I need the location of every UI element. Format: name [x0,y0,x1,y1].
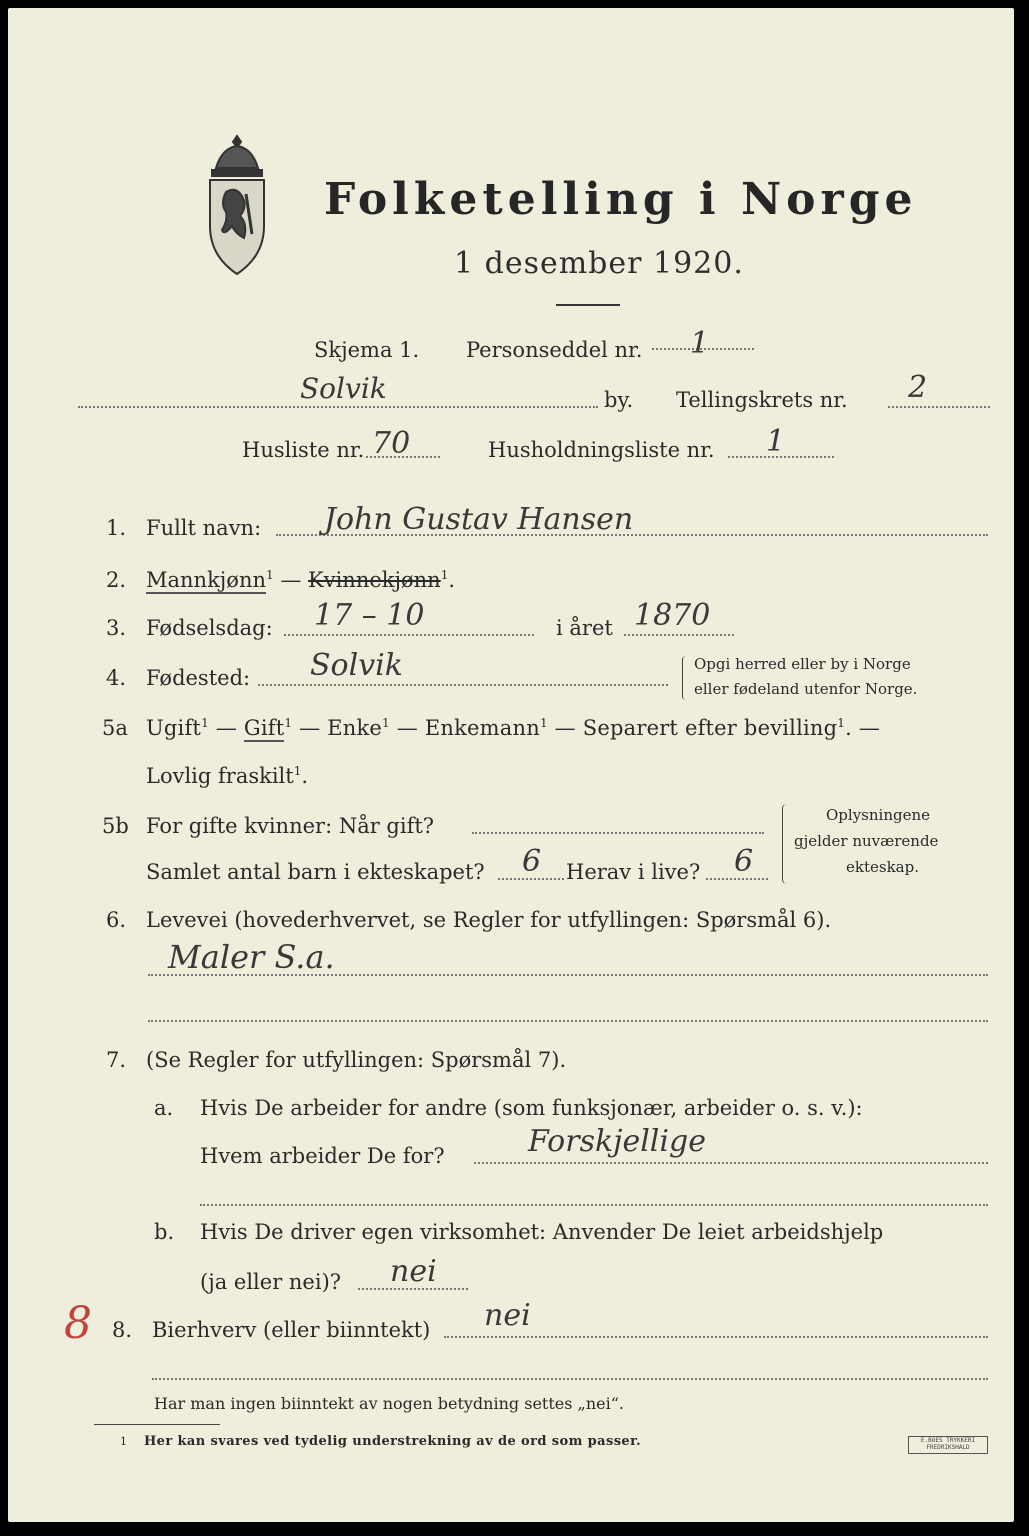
census-form [8,8,1014,1522]
children-alive-value[interactable]: 6 [734,844,754,879]
q1-number: 1. [106,516,127,540]
skjema-label: Skjema 1. [314,338,420,362]
q7b-letter: b. [154,1220,175,1244]
q5b-label3: Herav i live? [566,860,701,884]
q6-label: Levevei (hovederhvervet, se Regler for utfyllingen: Spørsmål 6). [146,908,832,932]
printer-stamp: E.BOES TRYKKERI FREDRIKSHALD [908,1436,988,1454]
q3-number: 3. [106,616,127,640]
married-date-line [472,832,764,834]
enke-option[interactable]: — Enke [299,716,383,740]
q3-label: Fødselsdag: [146,616,273,640]
q5b-note-line3: ekteskap. [846,858,919,876]
female-footnote: 1 [440,568,449,582]
q5b-label2: Samlet antal barn i ekteskapet? [146,860,485,884]
tellingskrets-value[interactable]: 2 [908,370,928,405]
husliste-label: Husliste nr. [242,438,365,462]
q5b-note-line1: Oplysningene [826,806,931,824]
male-footnote: 1 [266,568,274,582]
tellingskrets-line [888,406,990,408]
husholdningsliste-label: Husholdningsliste nr. [488,438,715,462]
marital-status-options: Ugift$^1$ — Gift$^1$ — Enke$^1$ — Enkemann$^1$ — Separert efter bevilling$^1$. — [146,716,881,740]
occupation-value[interactable]: Maler S.a. [168,938,335,976]
q7b-text: Hvis De driver egen virksomhet: Anvender De leiet arbeidshjelp [200,1220,884,1244]
q5b-note-line2: gjelder nuværende [794,832,939,850]
q2-options: Mannkjønn$^1$ — Kvinnekjønn$^1$. [146,568,456,592]
gift-option[interactable]: Gift [243,716,285,740]
side-income-line2 [152,1378,988,1380]
separert-option[interactable]: — Separert efter bevilling [554,716,838,740]
q4-note-line2: eller fødeland utenfor Norge. [694,680,918,698]
side-income-line1 [444,1336,988,1338]
personseddel-label: Personseddel nr. [466,338,643,362]
children-total-value[interactable]: 6 [522,844,542,879]
place-line [78,406,598,408]
ugift-option[interactable]: Ugift [146,716,202,740]
q4-number: 4. [106,666,127,690]
form-title: Folketelling i Norge [324,174,918,225]
birthdate-value[interactable]: 17 – 10 [314,598,425,633]
q5a-number: 5a [102,716,128,740]
q7a-letter: a. [154,1096,174,1120]
husholdningsliste-value[interactable]: 1 [766,424,786,459]
q8-label: Bierhverv (eller biinntekt) [152,1318,431,1342]
by-label: by. [604,388,634,412]
form-subtitle: 1 desember 1920. [454,246,744,281]
q7-number: 7. [106,1048,127,1072]
q4-label: Fødested: [146,666,251,690]
employer-line1 [474,1162,988,1164]
female-option[interactable]: Kvinnekjønn [308,568,441,592]
footnote-number: 1 [120,1435,127,1448]
year-label: i året [556,616,613,640]
q4-bracket [682,656,689,700]
q5b-bracket [782,804,791,884]
occupation-line2 [148,1020,988,1022]
q5b-number: 5b [102,814,129,838]
q1-label: Fullt navn: [146,516,262,540]
coat-of-arms-icon [196,132,278,282]
title-rule [556,304,620,306]
hired-help-value[interactable]: nei [390,1254,437,1289]
footnote-text: Her kan svares ved tydelig understrekning av de ord som passer. [144,1434,642,1449]
q2-number: 2. [106,568,127,592]
q3-line [284,634,534,636]
enkemann-option[interactable]: — Enkemann [396,716,540,740]
fraskilt-option[interactable]: Lovlig fraskilt$^1$. [146,764,309,788]
q2-dash: — [280,568,302,592]
tellingskrets-label: Tellingskrets nr. [676,388,848,412]
q7-label: (Se Regler for utfyllingen: Spørsmål 7). [146,1048,567,1072]
place-value[interactable]: Solvik [300,372,387,405]
q5b-label1: For gifte kvinner: Når gift? [146,814,435,838]
employer-line2 [200,1204,988,1206]
husliste-value[interactable]: 70 [372,426,411,461]
q8-number: 8. [112,1318,133,1342]
q7a-question: Hvem arbeider De for? [200,1144,445,1168]
side-income-value[interactable]: nei [484,1298,531,1333]
q4-line [258,684,668,686]
footnote-rule [94,1424,220,1425]
personseddel-value[interactable]: 1 [690,326,710,361]
male-option[interactable]: Mannkjønn [146,568,267,592]
birthplace-value[interactable]: Solvik [310,648,403,683]
q7b-question: (ja eller nei)? [200,1270,342,1294]
birth-year-value[interactable]: 1870 [634,598,711,633]
employer-value[interactable]: Forskjellige [528,1124,706,1159]
footer-note: Har man ingen biinntekt av nogen betydning settes „nei“. [154,1394,624,1413]
q4-note-line1: Opgi herred eller by i Norge [694,655,911,673]
q6-number: 6. [106,908,127,932]
full-name-value[interactable]: John Gustav Hansen [324,502,634,537]
red-margin-mark: 8 [64,1298,92,1349]
year-line [624,634,734,636]
q7a-text: Hvis De arbeider for andre (som funksjonær, arbeider o. s. v.): [200,1096,863,1120]
